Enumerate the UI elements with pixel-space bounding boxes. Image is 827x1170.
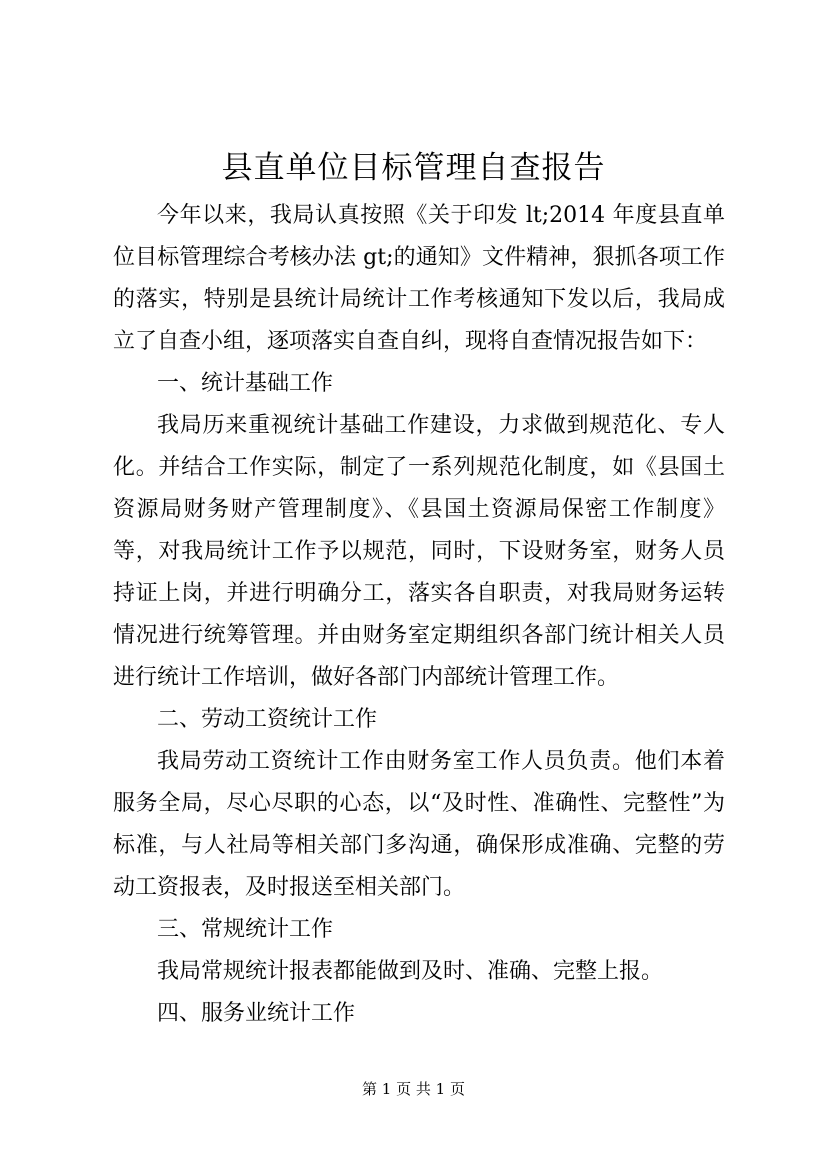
intro-paragraph: 今年以来，我局认真按照《关于印发 lt;2014 年度县直单位目标管理综合考核办法 gt;的通知》文件精神，狠抓各项工作的落实，特别是县统计局统计工作考核通知下发以后，我局成立了自查小组，逐项落实自查自纠，现将自查情况报告如下： — [113, 203, 725, 354]
section-heading-2: 二、劳动工资统计工作 — [157, 707, 378, 732]
document-body — [113, 195, 725, 1035]
section-1-paragraph: 我局历来重视统计基础工作建设，力求做到规范化、专人化。并结合工作实际，制定了一系列规范化制度，如《县国土资源局财务财产管理制度》、《县国土资源局保密工作制度》等，对我局统计工作予以规范，同时，下设财务室，财务人员持证上岗，并进行明确分工，落实各自职责，对我局财务运转情况进行统筹管理。并由财务室定期组织各部门统计相关人员进行统计工作培训，做好各部门内部统计管理工作。 — [113, 413, 725, 690]
section-heading-3: 三、常规统计工作 — [157, 917, 334, 942]
section-2-paragraph: 我局劳动工资统计工作由财务室工作人员负责。他们本着服务全局，尽心尽职的心态，以“及时性、准确性、完整性”为标准，与人社局等相关部门多沟通，确保形成准确、完整的劳动工资报表，及时报送至相关部门。 — [113, 749, 725, 900]
section-heading-4: 四、服务业统计工作 — [157, 1001, 356, 1026]
page-number-footer: 第 1 页 共 1 页 — [362, 1080, 465, 1098]
section-heading-1: 一、统计基础工作 — [157, 371, 334, 396]
document-title: 县直单位目标管理自查报告 — [221, 150, 606, 186]
section-3-paragraph: 我局常规统计报表都能做到及时、准确、完整上报。 — [157, 959, 664, 984]
